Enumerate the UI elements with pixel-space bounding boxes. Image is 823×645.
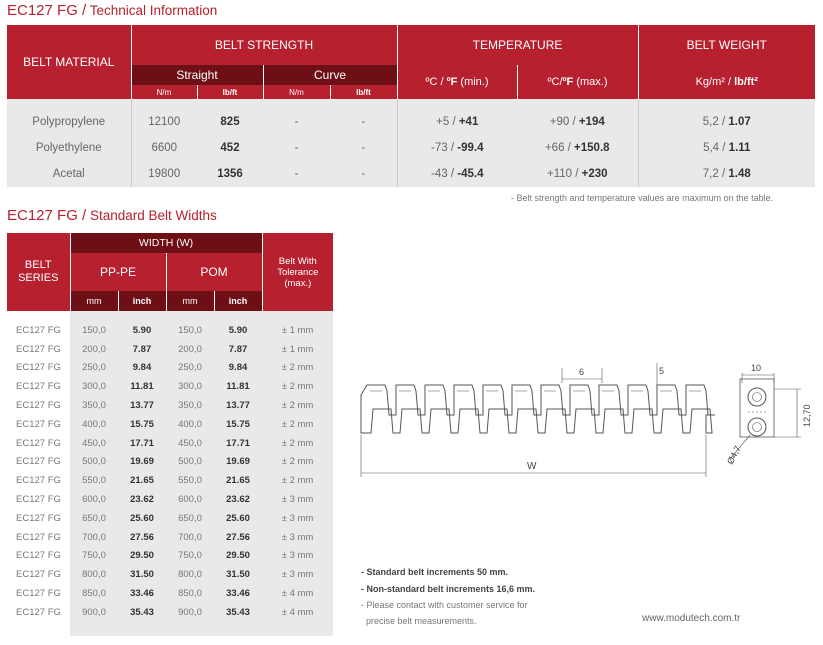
pp-mm-cell: 200,0 [70, 340, 118, 359]
strength-nm-cell: 6600 [131, 135, 197, 161]
pom-mm-cell: 350,0 [166, 396, 214, 415]
series-cell: EC127 FG [7, 584, 70, 603]
series-cell: EC127 FG [7, 340, 70, 359]
pp-inch-cell: 33.46 [118, 584, 166, 603]
table-row [7, 490, 333, 509]
pp-inch-cell: 7.87 [118, 340, 166, 359]
pp-mm-cell: 750,0 [70, 547, 118, 566]
pom-inch-cell: 11.81 [214, 377, 262, 396]
pp-inch-cell: 19.69 [118, 453, 166, 472]
header-belt-strength: BELT STRENGTH [131, 25, 397, 65]
note-nonstandard-increment: - Non-standard belt increments 16,6 mm. [361, 584, 536, 594]
note-contact: - Please contact with customer service for [361, 600, 528, 610]
temp-min-cell: -43 / -45.4 [397, 161, 517, 187]
pom-inch-cell: 29.50 [214, 547, 262, 566]
pom-mm-cell: 600,0 [166, 490, 214, 509]
weight-cell: 7,2 / 1.48 [638, 161, 815, 187]
header-tolerance: Belt With Tolerance (max.) [262, 233, 333, 311]
pp-mm-cell: 600,0 [70, 490, 118, 509]
belt-profile-drawing [355, 355, 815, 490]
strength-lbft-cell: 452 [197, 135, 263, 161]
series-cell: EC127 FG [7, 453, 70, 472]
belt-profile-outline [361, 385, 715, 433]
pom-mm-cell: 200,0 [166, 340, 214, 359]
header-weight-units: Kg/m² / lb/ft² [638, 65, 815, 99]
pom-inch-cell: 25.60 [214, 509, 262, 528]
tolerance-cell: ± 3 mm [262, 490, 333, 509]
note-standard-increment: - Standard belt increments 50 mm. [361, 567, 509, 577]
dim-pitch: 6 [579, 367, 585, 377]
weight-cell: 5,4 / 1.11 [638, 135, 815, 161]
footnote: - Belt strength and temperature values are maximum on the table. [511, 193, 774, 203]
pom-inch-cell: 5.90 [214, 321, 262, 340]
table-row [7, 377, 333, 396]
pom-inch-cell: 21.65 [214, 471, 262, 490]
series-cell: EC127 FG [7, 528, 70, 547]
pom-mm-cell: 400,0 [166, 415, 214, 434]
table-row [7, 396, 333, 415]
series-cell: EC127 FG [7, 359, 70, 378]
dim-side-width: 10 [751, 363, 762, 373]
header-curve-nm: N/m [263, 85, 330, 99]
pom-mm-cell: 650,0 [166, 509, 214, 528]
pp-inch-cell: 23.62 [118, 490, 166, 509]
pom-mm-cell: 150,0 [166, 321, 214, 340]
curve-lbft-cell: - [330, 161, 397, 187]
weight-cell: 5,2 / 1.07 [638, 109, 815, 135]
temp-min-cell: +5 / +41 [397, 109, 517, 135]
series-cell: EC127 FG [7, 377, 70, 396]
header-pom-mm: mm [166, 291, 214, 311]
technical-info-table [7, 25, 815, 187]
pp-mm-cell: 400,0 [70, 415, 118, 434]
header-belt-material: BELT MATERIAL [7, 25, 131, 99]
pp-inch-cell: 31.50 [118, 565, 166, 584]
pom-mm-cell: 850,0 [166, 584, 214, 603]
pom-inch-cell: 33.46 [214, 584, 262, 603]
tolerance-cell: ± 1 mm [262, 321, 333, 340]
pom-inch-cell: 27.56 [214, 528, 262, 547]
header-straight-nm: N/m [131, 85, 197, 99]
table-row [7, 135, 815, 161]
header-pp-mm: mm [70, 291, 118, 311]
pom-inch-cell: 17.71 [214, 434, 262, 453]
curve-nm-cell: - [263, 161, 330, 187]
pp-mm-cell: 700,0 [70, 528, 118, 547]
table-row [7, 528, 333, 547]
series-cell: EC127 FG [7, 471, 70, 490]
temp-min-cell: -73 / -99.4 [397, 135, 517, 161]
tolerance-cell: ± 2 mm [262, 415, 333, 434]
pp-mm-cell: 850,0 [70, 584, 118, 603]
strength-nm-cell: 12100 [131, 109, 197, 135]
pp-mm-cell: 300,0 [70, 377, 118, 396]
pp-mm-cell: 800,0 [70, 565, 118, 584]
pp-inch-cell: 35.43 [118, 603, 166, 622]
tolerance-cell: ± 4 mm [262, 603, 333, 622]
pom-inch-cell: 31.50 [214, 565, 262, 584]
series-cell: EC127 FG [7, 434, 70, 453]
tolerance-cell: ± 2 mm [262, 471, 333, 490]
temp-max-cell: +66 / +150.8 [517, 135, 638, 161]
pp-mm-cell: 450,0 [70, 434, 118, 453]
curve-lbft-cell: - [330, 135, 397, 161]
tolerance-cell: ± 2 mm [262, 453, 333, 472]
dim-side-height: 12,70 [802, 404, 812, 427]
header-temp-max: ºC/ºF (max.) [517, 65, 638, 99]
series-cell: EC127 FG [7, 509, 70, 528]
series-cell: EC127 FG [7, 396, 70, 415]
table-row [7, 161, 815, 187]
header-straight: Straight [131, 65, 263, 85]
strength-nm-cell: 19800 [131, 161, 197, 187]
pp-inch-cell: 11.81 [118, 377, 166, 396]
table-row [7, 321, 333, 340]
header-temperature: TEMPERATURE [397, 25, 638, 65]
header-curve: Curve [263, 65, 397, 85]
table-row [7, 584, 333, 603]
pom-mm-cell: 750,0 [166, 547, 214, 566]
pom-mm-cell: 900,0 [166, 603, 214, 622]
pom-inch-cell: 35.43 [214, 603, 262, 622]
pp-inch-cell: 29.50 [118, 547, 166, 566]
pp-mm-cell: 900,0 [70, 603, 118, 622]
pom-inch-cell: 23.62 [214, 490, 262, 509]
header-curve-lbft: lb/ft [330, 85, 397, 99]
website-link[interactable]: www.modutech.com.tr [642, 613, 741, 624]
curve-lbft-cell: - [330, 109, 397, 135]
pp-inch-cell: 27.56 [118, 528, 166, 547]
table-row [7, 340, 333, 359]
series-cell: EC127 FG [7, 490, 70, 509]
strength-lbft-cell: 1356 [197, 161, 263, 187]
pp-inch-cell: 15.75 [118, 415, 166, 434]
header-straight-lbft: lb/ft [197, 85, 263, 99]
pom-inch-cell: 7.87 [214, 340, 262, 359]
pom-mm-cell: 800,0 [166, 565, 214, 584]
table-row [7, 547, 333, 566]
tolerance-cell: ± 4 mm [262, 584, 333, 603]
pp-inch-cell: 5.90 [118, 321, 166, 340]
pp-inch-cell: 17.71 [118, 434, 166, 453]
pom-inch-cell: 19.69 [214, 453, 262, 472]
pp-mm-cell: 550,0 [70, 471, 118, 490]
pom-inch-cell: 13.77 [214, 396, 262, 415]
temp-max-cell: +90 / +194 [517, 109, 638, 135]
table-row [7, 109, 815, 135]
belt-widths-table [7, 233, 333, 636]
tolerance-cell: ± 3 mm [262, 509, 333, 528]
pom-mm-cell: 250,0 [166, 359, 214, 378]
series-cell: EC127 FG [7, 415, 70, 434]
pp-inch-cell: 9.84 [118, 359, 166, 378]
temp-max-cell: +110 / +230 [517, 161, 638, 187]
table-row [7, 565, 333, 584]
header-pom-inch: inch [214, 291, 262, 311]
material-cell: Polyethylene [7, 135, 131, 161]
tolerance-cell: ± 2 mm [262, 434, 333, 453]
technical-info-title: EC127 FG / Technical Information [7, 2, 218, 19]
table-row [7, 415, 333, 434]
dim-height: 5 [659, 366, 665, 376]
belt-widths-title: EC127 FG / Standard Belt Widths [7, 207, 217, 224]
series-cell: EC127 FG [7, 565, 70, 584]
pp-inch-cell: 13.77 [118, 396, 166, 415]
header-pp-inch: inch [118, 291, 166, 311]
pp-inch-cell: 25.60 [118, 509, 166, 528]
header-belt-series: BELT SERIES [7, 233, 70, 311]
pp-mm-cell: 250,0 [70, 359, 118, 378]
pp-mm-cell: 350,0 [70, 396, 118, 415]
header-belt-weight: BELT WEIGHT [638, 25, 815, 65]
note-contact-2: precise belt measurements. [366, 616, 477, 626]
dim-hole: Ø4,7 [724, 444, 743, 466]
tolerance-cell: ± 2 mm [262, 359, 333, 378]
tolerance-cell: ± 3 mm [262, 528, 333, 547]
pom-mm-cell: 550,0 [166, 471, 214, 490]
series-cell: EC127 FG [7, 603, 70, 622]
pp-mm-cell: 650,0 [70, 509, 118, 528]
pom-mm-cell: 500,0 [166, 453, 214, 472]
header-pp-pe: PP-PE [70, 253, 166, 291]
pp-mm-cell: 150,0 [70, 321, 118, 340]
header-temp-min: ºC / ºF (min.) [397, 65, 517, 99]
tolerance-cell: ± 3 mm [262, 547, 333, 566]
pom-mm-cell: 450,0 [166, 434, 214, 453]
series-cell: EC127 FG [7, 547, 70, 566]
pom-inch-cell: 9.84 [214, 359, 262, 378]
table-row [7, 471, 333, 490]
material-cell: Acetal [7, 161, 131, 187]
table-row [7, 359, 333, 378]
tolerance-cell: ± 2 mm [262, 377, 333, 396]
pp-inch-cell: 21.65 [118, 471, 166, 490]
material-cell: Polypropylene [7, 109, 131, 135]
curve-nm-cell: - [263, 109, 330, 135]
dim-width: W [527, 461, 537, 472]
tolerance-cell: ± 3 mm [262, 565, 333, 584]
table-row [7, 509, 333, 528]
table-row [7, 453, 333, 472]
strength-lbft-cell: 825 [197, 109, 263, 135]
curve-nm-cell: - [263, 135, 330, 161]
pom-mm-cell: 700,0 [166, 528, 214, 547]
pp-mm-cell: 500,0 [70, 453, 118, 472]
series-cell: EC127 FG [7, 321, 70, 340]
header-pom: POM [166, 253, 262, 291]
table-row [7, 434, 333, 453]
pom-inch-cell: 15.75 [214, 415, 262, 434]
table-row [7, 603, 333, 622]
tolerance-cell: ± 2 mm [262, 396, 333, 415]
header-width: WIDTH (W) [70, 233, 262, 253]
tolerance-cell: ± 1 mm [262, 340, 333, 359]
pom-mm-cell: 300,0 [166, 377, 214, 396]
